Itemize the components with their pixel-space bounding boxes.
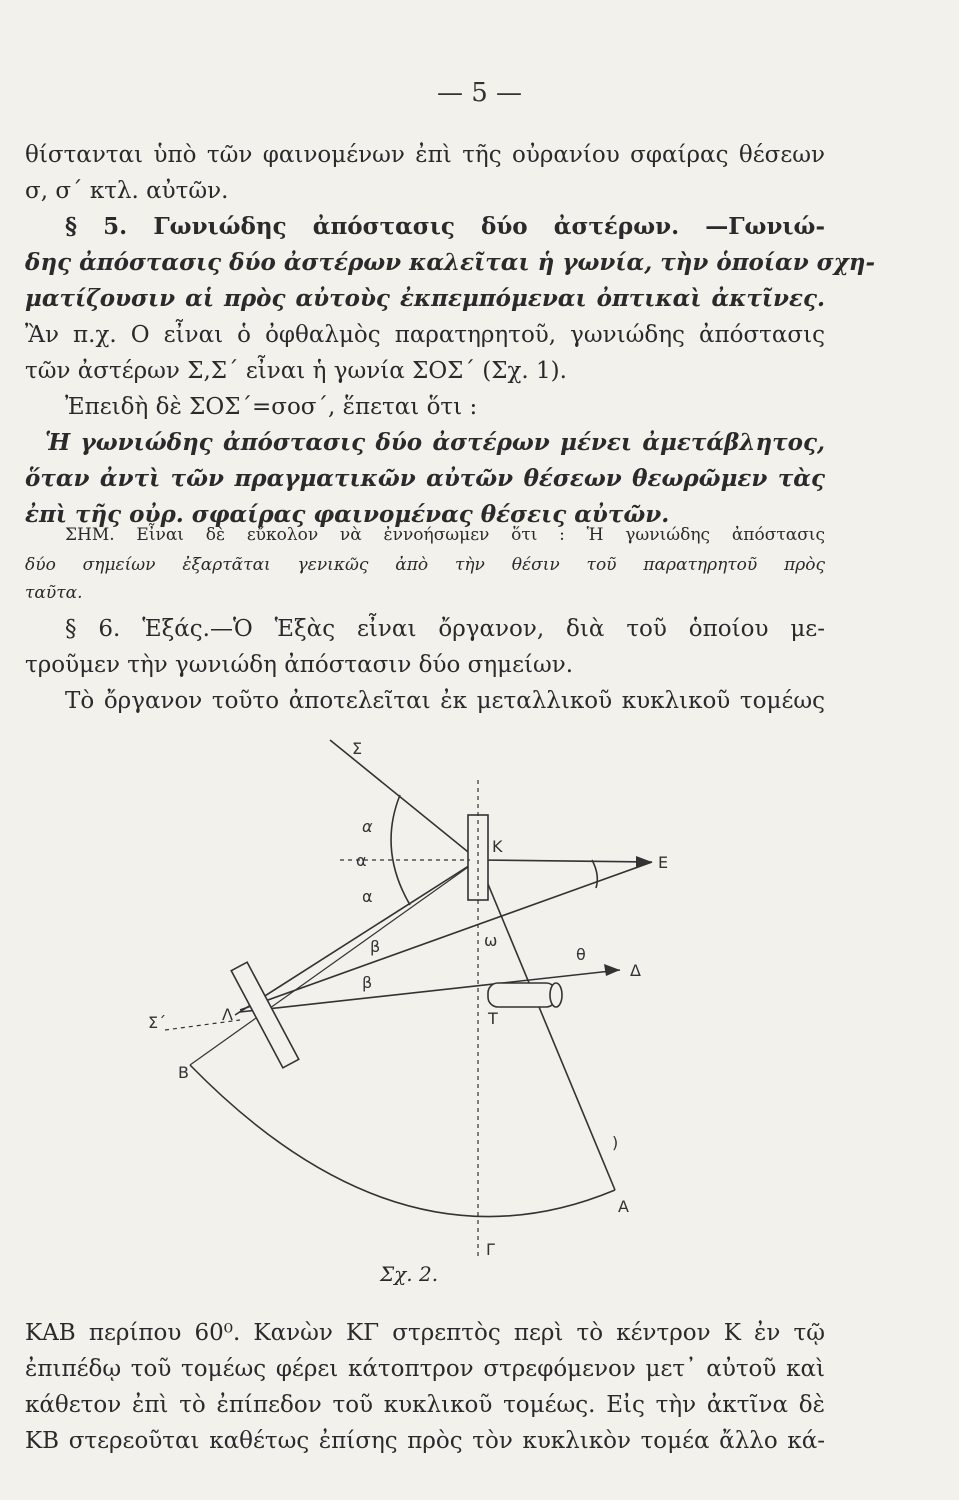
text-line-5: ματίζουσιν αἱ πρὸς αὐτοὺς ἐκπεμπόμεναι ὀπτικαὶ ἀκτῖνες. [25,285,825,312]
label-beta-2: β [362,973,373,992]
label-sigma-prime: Σ΄ [148,1013,167,1032]
text-line-2: σ, σ΄ κτλ. αὐτῶν. [25,178,229,204]
text-line-6: Ἂν π.χ. Ο εἶναι ὁ ὀφθαλμὸς παρατηρητοῦ, γωνιώδης ἀπόστασις [25,322,825,348]
radius-k-b [190,860,478,1065]
radius-k-a [478,860,615,1190]
sextant-diagram [0,720,959,1280]
ray-sigma [330,740,478,860]
text-line-8: Ἐπειδὴ δὲ ΣΟΣ΄=σοσ΄, ἕπεται ὅτι : [65,394,478,420]
label-alpha-3: α [362,887,373,906]
ray-e-lambda [240,862,652,1010]
note-line-2: δύο σημείων ἐξαρτᾶται γενικῶς ἀπὸ τὴν θέσιν τοῦ παρατηρητοῦ πρὸς [25,555,825,575]
theorem-line-3: ἐπὶ τῆς οὐρ. σφαίρας φαινομένας θέσεις αὐτῶν. [25,501,670,528]
label-alpha-1: α [362,817,373,836]
note-line-1: ΣΗΜ. Εἶναι δὲ εὔκολον νὰ ἐννοήσωμεν ὅτι : Ἡ γωνιώδης ἀπόστασις [65,525,825,545]
telescope-lens [550,983,562,1007]
label-b: Β [178,1063,189,1082]
label-k: Κ [492,837,503,856]
label-lambda: Λ [222,1005,233,1024]
label-paren: ) [612,1133,619,1152]
label-alpha-2: α [356,851,367,870]
text-line-17: Τὸ ὄργανον τοῦτο ἀποτελεῖται ἐκ μεταλλικοῦ κυκλικοῦ τομέως [65,688,825,714]
label-gamma: Γ [486,1240,495,1259]
label-omega: ω [484,931,498,950]
label-delta: Δ [630,961,641,980]
mirror-lambda [231,962,299,1068]
label-e: Ε [658,853,669,872]
telescope [488,983,556,1007]
page-number: — 5 — [436,78,523,108]
text-line-21: ΚΒ στερεοῦται καθέτως ἐπίσης πρὸς τὸν κυκλικὸν τομέα ἄλλο κά- [25,1428,825,1454]
angle-arc-alpha [391,795,410,905]
theorem-line-1: Ἡ γωνιώδης ἀπόστασις δύο ἀστέρων μένει ἀμετάβλητος, [45,429,825,456]
text-line-1: θίστανται ὑπὸ τῶν φαινομένων ἐπὶ τῆς οὐρανίου σφαίρας θέσεων [25,142,825,168]
arrow-e [636,856,652,868]
figure-caption: Σχ. 2. [380,1262,439,1286]
sector-arc [190,1065,615,1217]
text-line-7: τῶν ἀστέρων Σ,Σ΄ εἶναι ἡ γωνία ΣΟΣ΄ (Σχ. 1). [25,358,567,384]
section-heading-6: § 6. Ἑξάς.—Ὁ Ἑξὰς εἶναι ὄργανον, διὰ τοῦ ὁποίου με- [65,616,825,642]
label-a: Α [618,1197,629,1216]
ray-k-e [478,860,652,862]
theorem-line-2: ὅταν ἀντὶ τῶν πραγματικῶν αὐτῶν θέσεων θεωρῶμεν τὰς [25,465,825,492]
text-line-19: ἐπιπέδῳ τοῦ τομέως φέρει κάτοπτρον στρεφόμενον μετ᾽ αὐτοῦ καὶ [25,1356,825,1382]
text-line-16: τροῦμεν τὴν γωνιώδη ἀπόστασιν δύο σημείων. [25,652,574,678]
note-line-3: ταῦτα. [25,583,83,603]
label-t: Τ [488,1009,498,1028]
text-line-4: δης ἀπόστασις δύο ἀστέρων καλεῖται ἡ γωνία, τὴν ὁποίαν σχη- [25,249,876,276]
label-sigma: Σ [352,739,363,758]
arrow-delta [604,964,620,976]
label-beta-1: β [370,937,381,956]
text-line-20: κάθετον ἐπὶ τὸ ἐπίπεδον τοῦ κυκλικοῦ τομέως. Εἰς τὴν ἀκτῖνα δὲ [25,1392,825,1418]
label-theta: θ [576,945,586,964]
text-line-18: ΚΑΒ περίπου 60⁰. Κανὼν ΚΓ στρεπτὸς περὶ τὸ κέντρον Κ ἐν τῷ [25,1320,825,1346]
section-heading-5: § 5. Γωνιώδης ἀπόστασις δύο ἀστέρων. —Γωνιώ- [65,213,825,240]
